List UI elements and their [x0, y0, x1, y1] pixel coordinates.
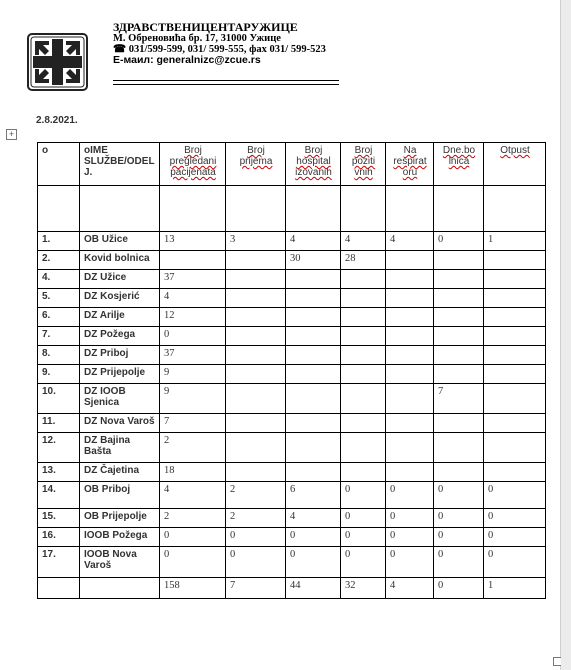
table-header-row [38, 143, 546, 186]
value-cell[interactable]: 2 [160, 433, 226, 463]
value-cell[interactable] [226, 463, 286, 482]
value-cell[interactable] [286, 365, 341, 384]
department-name-cell[interactable]: DZ Prijepolje [80, 365, 160, 384]
table-row [38, 414, 546, 433]
value-cell[interactable] [484, 251, 546, 270]
department-name-cell[interactable] [80, 578, 160, 599]
value-cell[interactable]: 30 [286, 251, 341, 270]
value-cell[interactable]: 4 [341, 232, 386, 251]
table-cell[interactable] [80, 186, 160, 232]
table-cell[interactable] [386, 186, 434, 232]
value-cell[interactable]: 0 [386, 482, 434, 509]
letterhead-rule-bottom [113, 84, 339, 85]
value-cell[interactable] [484, 346, 546, 365]
row-number-cell[interactable]: 9. [38, 365, 80, 384]
table-row [38, 308, 546, 327]
value-cell[interactable] [434, 365, 484, 384]
row-number-cell[interactable]: 1. [38, 232, 80, 251]
row-number-cell[interactable] [38, 578, 80, 599]
value-cell[interactable] [386, 251, 434, 270]
value-cell[interactable] [341, 414, 386, 433]
row-number-cell[interactable]: 13. [38, 463, 80, 482]
column-header: Dne.bo lnica [434, 143, 484, 186]
value-cell[interactable]: 0 [286, 528, 341, 547]
value-cell[interactable] [226, 289, 286, 308]
value-cell[interactable]: 2 [226, 509, 286, 528]
table-cell[interactable] [434, 186, 484, 232]
value-cell[interactable]: 0 [434, 482, 484, 509]
value-cell[interactable] [160, 251, 226, 270]
value-cell[interactable] [226, 270, 286, 289]
row-number-cell[interactable]: 6. [38, 308, 80, 327]
value-cell[interactable]: 0 [484, 528, 546, 547]
value-cell[interactable] [484, 270, 546, 289]
value-cell[interactable] [434, 289, 484, 308]
value-cell[interactable]: 0 [434, 232, 484, 251]
value-cell[interactable] [341, 308, 386, 327]
value-cell[interactable] [286, 289, 341, 308]
table-cell[interactable] [160, 186, 226, 232]
value-cell[interactable] [386, 327, 434, 346]
value-cell[interactable] [341, 463, 386, 482]
table-cell[interactable] [484, 186, 546, 232]
value-cell[interactable]: 0 [434, 578, 484, 599]
department-name-cell[interactable]: DZ Kosjerić [80, 289, 160, 308]
table-row [38, 365, 546, 384]
value-cell[interactable] [434, 327, 484, 346]
value-cell[interactable] [434, 270, 484, 289]
value-cell[interactable] [341, 289, 386, 308]
department-name-cell[interactable]: OB Priboj [80, 482, 160, 509]
value-cell[interactable]: 0 [160, 547, 226, 578]
value-cell[interactable] [286, 308, 341, 327]
value-cell[interactable] [434, 414, 484, 433]
column-header: Otpust [484, 143, 546, 186]
value-cell[interactable]: 28 [341, 251, 386, 270]
value-cell[interactable]: 0 [484, 482, 546, 509]
value-cell[interactable] [434, 463, 484, 482]
column-header: o [38, 143, 80, 186]
org-phone: ☎ 031/599-599, 031/ 599-555, фах 031/ 599-523 [113, 44, 326, 55]
value-cell[interactable] [226, 251, 286, 270]
value-cell[interactable] [386, 289, 434, 308]
value-cell[interactable] [286, 327, 341, 346]
table-cell[interactable] [341, 186, 386, 232]
value-cell[interactable] [226, 346, 286, 365]
value-cell[interactable] [484, 414, 546, 433]
value-cell[interactable] [286, 384, 341, 414]
value-cell[interactable]: 37 [160, 270, 226, 289]
value-cell[interactable] [484, 384, 546, 414]
value-cell[interactable] [226, 414, 286, 433]
value-cell[interactable]: 0 [434, 528, 484, 547]
value-cell[interactable]: 158 [160, 578, 226, 599]
department-name-cell[interactable]: DZ IOOB Sjenica [80, 384, 160, 414]
department-name-cell[interactable]: IOOB Nova Varoš [80, 547, 160, 578]
row-number-cell[interactable]: 4. [38, 270, 80, 289]
column-header: oIME SLUŽBE/ODEL J. [80, 143, 160, 186]
value-cell[interactable]: 18 [160, 463, 226, 482]
table-row [38, 384, 546, 414]
value-cell[interactable] [386, 414, 434, 433]
value-cell[interactable]: 0 [386, 509, 434, 528]
department-name-cell[interactable]: DZ Požega [80, 327, 160, 346]
value-cell[interactable] [226, 327, 286, 346]
value-cell[interactable] [434, 433, 484, 463]
health-cross-arrows-icon [27, 33, 88, 91]
column-header: Broj pregledani pacijenata [160, 143, 226, 186]
table-move-handle-icon[interactable]: + [6, 129, 17, 140]
department-name-cell[interactable]: DZ Priboj [80, 346, 160, 365]
value-cell[interactable] [341, 327, 386, 346]
value-cell[interactable]: 0 [341, 509, 386, 528]
org-name: ЗДРАВСТВЕНИЦЕНТАРУЖИЦЕ [113, 20, 298, 34]
row-number-cell[interactable]: 7. [38, 327, 80, 346]
department-name-cell[interactable]: OB Užice [80, 232, 160, 251]
value-cell[interactable]: 2 [226, 482, 286, 509]
row-number-cell[interactable]: 14. [38, 482, 80, 509]
value-cell[interactable]: 0 [434, 547, 484, 578]
value-cell[interactable]: 0 [160, 528, 226, 547]
value-cell[interactable] [386, 463, 434, 482]
value-cell[interactable]: 7 [160, 414, 226, 433]
table-row [38, 270, 546, 289]
value-cell[interactable] [386, 346, 434, 365]
document-date: 2.8.2021. [36, 115, 78, 126]
value-cell[interactable]: 0 [341, 528, 386, 547]
value-cell[interactable]: 0 [226, 547, 286, 578]
value-cell[interactable] [286, 463, 341, 482]
value-cell[interactable]: 6 [286, 482, 341, 509]
row-number-cell[interactable]: 10. [38, 384, 80, 414]
value-cell[interactable]: 0 [434, 509, 484, 528]
table-row [38, 482, 546, 509]
value-cell[interactable] [386, 384, 434, 414]
table-row [38, 232, 546, 251]
value-cell[interactable]: 9 [160, 384, 226, 414]
value-cell[interactable]: 12 [160, 308, 226, 327]
value-cell[interactable]: 4 [386, 578, 434, 599]
column-header: Broj prijema [226, 143, 286, 186]
row-number-cell[interactable]: 11. [38, 414, 80, 433]
value-cell[interactable]: 32 [341, 578, 386, 599]
empty-table-row [38, 186, 546, 232]
value-cell[interactable] [341, 384, 386, 414]
value-cell[interactable]: 37 [160, 346, 226, 365]
value-cell[interactable] [341, 365, 386, 384]
value-cell[interactable] [286, 414, 341, 433]
value-cell[interactable] [434, 308, 484, 327]
value-cell[interactable] [484, 327, 546, 346]
value-cell[interactable] [434, 251, 484, 270]
value-cell[interactable] [484, 308, 546, 327]
row-number-cell[interactable]: 16. [38, 528, 80, 547]
row-number-cell[interactable]: 5. [38, 289, 80, 308]
value-cell[interactable] [386, 433, 434, 463]
value-cell[interactable]: 0 [341, 482, 386, 509]
value-cell[interactable]: 0 [386, 547, 434, 578]
value-cell[interactable]: 44 [286, 578, 341, 599]
row-number-cell[interactable]: 15. [38, 509, 80, 528]
department-name-cell[interactable]: DZ Nova Varoš [80, 414, 160, 433]
value-cell[interactable] [341, 270, 386, 289]
value-cell[interactable]: 0 [226, 528, 286, 547]
value-cell[interactable]: 0 [341, 547, 386, 578]
row-number-cell[interactable]: 17. [38, 547, 80, 578]
org-address: М. Обреновића бр. 17, 31000 Ужице [113, 33, 281, 44]
value-cell[interactable]: 4 [160, 482, 226, 509]
statistics-table [37, 142, 546, 599]
value-cell[interactable]: 4 [286, 509, 341, 528]
table-cell[interactable] [226, 186, 286, 232]
column-header: Broj hospital izovanih [286, 143, 341, 186]
value-cell[interactable]: 4 [286, 232, 341, 251]
value-cell[interactable]: 1 [484, 232, 546, 251]
value-cell[interactable] [484, 463, 546, 482]
table-cell[interactable] [38, 186, 80, 232]
value-cell[interactable] [386, 365, 434, 384]
value-cell[interactable]: 1 [484, 578, 546, 599]
table-row [38, 509, 546, 528]
value-cell[interactable] [386, 308, 434, 327]
value-cell[interactable] [226, 433, 286, 463]
value-cell[interactable] [484, 365, 546, 384]
value-cell[interactable]: 7 [226, 578, 286, 599]
value-cell[interactable] [341, 346, 386, 365]
value-cell[interactable] [484, 289, 546, 308]
value-cell[interactable]: 2 [160, 509, 226, 528]
value-cell[interactable] [286, 433, 341, 463]
value-cell[interactable]: 13 [160, 232, 226, 251]
department-name-cell[interactable]: Kovid bolnica [80, 251, 160, 270]
department-name-cell[interactable]: DZ Bajina Bašta [80, 433, 160, 463]
letterhead-rule-top [113, 80, 339, 81]
table-cell[interactable] [286, 186, 341, 232]
table-row [38, 251, 546, 270]
value-cell[interactable] [484, 433, 546, 463]
value-cell[interactable]: 9 [160, 365, 226, 384]
value-cell[interactable] [386, 270, 434, 289]
column-header: Na respirat oru [386, 143, 434, 186]
table-row [38, 346, 546, 365]
table-row [38, 327, 546, 346]
value-cell[interactable] [226, 308, 286, 327]
row-number-cell[interactable]: 8. [38, 346, 80, 365]
value-cell[interactable]: 7 [434, 384, 484, 414]
letterhead [113, 22, 326, 66]
table-row [38, 528, 546, 547]
value-cell[interactable]: 0 [286, 547, 341, 578]
row-number-cell[interactable]: 12. [38, 433, 80, 463]
table-row [38, 289, 546, 308]
value-cell[interactable] [286, 270, 341, 289]
value-cell[interactable] [434, 346, 484, 365]
value-cell[interactable]: 4 [386, 232, 434, 251]
row-number-cell[interactable]: 2. [38, 251, 80, 270]
table-row [38, 547, 546, 578]
org-email: Е-маил: generalnizc@zcue.rs [113, 54, 261, 66]
value-cell[interactable]: 0 [160, 327, 226, 346]
vertical-scrollbar[interactable] [561, 0, 571, 670]
value-cell[interactable]: 0 [484, 547, 546, 578]
department-name-cell[interactable]: DZ Užice [80, 270, 160, 289]
value-cell[interactable]: 0 [484, 509, 546, 528]
column-header: Broj poziti vnih [341, 143, 386, 186]
value-cell[interactable]: 4 [160, 289, 226, 308]
value-cell[interactable] [226, 384, 286, 414]
value-cell[interactable] [286, 346, 341, 365]
department-name-cell[interactable]: OB Prijepolje [80, 509, 160, 528]
value-cell[interactable] [341, 433, 386, 463]
department-name-cell[interactable]: IOOB Požega [80, 528, 160, 547]
table-row [38, 433, 546, 463]
department-name-cell[interactable]: DZ Arilje [80, 308, 160, 327]
value-cell[interactable] [226, 365, 286, 384]
value-cell[interactable]: 0 [386, 528, 434, 547]
table-row [38, 463, 546, 482]
value-cell[interactable]: 3 [226, 232, 286, 251]
department-name-cell[interactable]: DZ Čajetina [80, 463, 160, 482]
totals-row [38, 578, 546, 599]
